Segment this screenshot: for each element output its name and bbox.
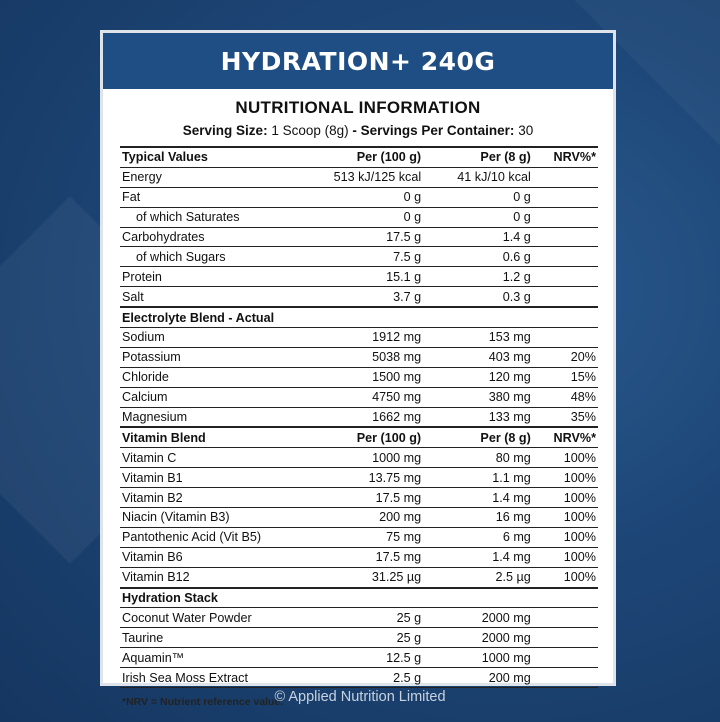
table-cell-c2: 1912 mg	[332, 328, 424, 348]
copyright-text: © Applied Nutrition Limited	[274, 689, 446, 705]
table-cell-c3: 6 mg	[423, 527, 533, 547]
table-cell-c3: 120 mg	[423, 367, 533, 387]
table-cell-c1: Vitamin B6	[120, 547, 332, 567]
table-cell-c3: Per (8 g)	[423, 427, 533, 447]
table-cell-c1: Sodium	[120, 328, 332, 348]
table-cell-c4: NRV%*	[533, 147, 598, 167]
table-cell-c2: 1500 mg	[332, 367, 424, 387]
table-cell-c4	[533, 227, 598, 247]
table-row	[120, 527, 598, 547]
table-cell-c3: 1.4 mg	[423, 488, 533, 508]
table-cell-c4	[533, 628, 598, 648]
table-row	[120, 567, 598, 587]
table-cell-c4: 100%	[533, 468, 598, 488]
table-cell-c1: Vitamin B12	[120, 567, 332, 587]
table-cell-c4	[533, 207, 598, 227]
table-row	[120, 648, 598, 668]
table-cell-c1: of which Saturates	[120, 207, 332, 227]
table-cell-c3: Per (8 g)	[423, 147, 533, 167]
table-cell-c2: 7.5 g	[332, 247, 424, 267]
table-cell-c3: 41 kJ/10 kcal	[423, 167, 533, 187]
table-cell-c3: 1.4 g	[423, 227, 533, 247]
table-cell-c1: Protein	[120, 267, 332, 287]
table-cell-c1: Electrolyte Blend - Actual	[120, 307, 332, 327]
table-row	[120, 547, 598, 567]
table-cell-c1: Potassium	[120, 347, 332, 367]
table-cell-c2: Per (100 g)	[332, 147, 424, 167]
table-cell-c2: 25 g	[332, 608, 424, 628]
table-cell-c1: Pantothenic Acid (Vit B5)	[120, 527, 332, 547]
table-cell-c4: 100%	[533, 508, 598, 528]
table-row	[120, 508, 598, 528]
table-cell-c1: Energy	[120, 167, 332, 187]
table-cell-c2: 31.25 µg	[332, 567, 424, 587]
table-cell-c4: 100%	[533, 527, 598, 547]
table-cell-c4: 20%	[533, 347, 598, 367]
table-row	[120, 387, 598, 407]
table-cell-c2: 25 g	[332, 628, 424, 648]
table-cell-c4	[533, 247, 598, 267]
table-cell-c2: 3.7 g	[332, 287, 424, 307]
table-cell-c3: 1.4 mg	[423, 547, 533, 567]
nrv-footnote: *NRV = Nutrient reference value.	[122, 696, 284, 709]
table-section-header	[120, 427, 598, 447]
table-cell-c1: Chloride	[120, 367, 332, 387]
table-cell-c2: 17.5 g	[332, 227, 424, 247]
table-cell-c2: 0 g	[332, 187, 424, 207]
table-row	[120, 227, 598, 247]
table-cell-c3: 2000 mg	[423, 628, 533, 648]
nutrition-heading: NUTRITIONAL INFORMATION	[235, 98, 481, 117]
table-cell-c1: Carbohydrates	[120, 227, 332, 247]
table-cell-c2: 13.75 mg	[332, 468, 424, 488]
table-section-header	[120, 147, 598, 167]
servings-per-container-value: 30	[518, 123, 534, 138]
table-cell-c3: 0.6 g	[423, 247, 533, 267]
table-cell-c4	[533, 287, 598, 307]
table-cell-c3: 133 mg	[423, 407, 533, 427]
table-cell-c2: 15.1 g	[332, 267, 424, 287]
table-cell-c3: 2000 mg	[423, 608, 533, 628]
table-cell-c2: Per (100 g)	[332, 427, 424, 447]
table-cell-c2: 17.5 mg	[332, 547, 424, 567]
table-row	[120, 668, 598, 688]
table-cell-c2	[332, 588, 424, 608]
table-cell-c2: 200 mg	[332, 508, 424, 528]
table-cell-c4	[533, 608, 598, 628]
table-cell-c1: Taurine	[120, 628, 332, 648]
table-cell-c3: 0 g	[423, 187, 533, 207]
table-cell-c2: 2.5 g	[332, 668, 424, 688]
table-cell-c3: 80 mg	[423, 448, 533, 468]
table-cell-c3: 2.5 µg	[423, 567, 533, 587]
table-cell-c4	[533, 328, 598, 348]
table-row	[120, 207, 598, 227]
table-cell-c4	[533, 307, 598, 327]
table-cell-c3: 1000 mg	[423, 648, 533, 668]
table-row	[120, 608, 598, 628]
table-cell-c3: 16 mg	[423, 508, 533, 528]
table-cell-c3: 200 mg	[423, 668, 533, 688]
table-cell-c2: 75 mg	[332, 527, 424, 547]
table-row	[120, 448, 598, 468]
table-cell-c1: Typical Values	[120, 147, 332, 167]
table-cell-c1: Magnesium	[120, 407, 332, 427]
table-cell-c3: 153 mg	[423, 328, 533, 348]
table-row	[120, 407, 598, 427]
table-section-header	[120, 588, 598, 608]
table-cell-c3: 403 mg	[423, 347, 533, 367]
table-cell-c4	[533, 187, 598, 207]
table-row	[120, 347, 598, 367]
table-row	[120, 328, 598, 348]
table-cell-c3: 0.3 g	[423, 287, 533, 307]
table-cell-c1: Vitamin B1	[120, 468, 332, 488]
table-row	[120, 468, 598, 488]
table-cell-c2: 17.5 mg	[332, 488, 424, 508]
table-cell-c1: of which Sugars	[120, 247, 332, 267]
table-row	[120, 628, 598, 648]
table-cell-c1: Hydration Stack	[120, 588, 332, 608]
table-cell-c4: 100%	[533, 567, 598, 587]
table-cell-c2: 1000 mg	[332, 448, 424, 468]
table-cell-c2: 513 kJ/125 kcal	[332, 167, 424, 187]
table-cell-c4	[533, 648, 598, 668]
table-cell-c1: Niacin (Vitamin B3)	[120, 508, 332, 528]
table-cell-c2	[332, 307, 424, 327]
table-cell-c1: Vitamin C	[120, 448, 332, 468]
table-row	[120, 488, 598, 508]
table-row	[120, 247, 598, 267]
table-cell-c3: 1.1 mg	[423, 468, 533, 488]
table-cell-c2: 4750 mg	[332, 387, 424, 407]
table-cell-c3: 1.2 g	[423, 267, 533, 287]
table-cell-c4: 35%	[533, 407, 598, 427]
table-section-header	[120, 307, 598, 327]
table-row	[120, 287, 598, 307]
serving-info	[103, 123, 613, 138]
table-cell-c4	[533, 167, 598, 187]
table-cell-c3	[423, 307, 533, 327]
table-cell-c4: 100%	[533, 547, 598, 567]
table-cell-c1: Vitamin Blend	[120, 427, 332, 447]
serving-size-value: 1 Scoop (8g)	[271, 123, 349, 138]
table-cell-c3	[423, 588, 533, 608]
table-cell-c1: Vitamin B2	[120, 488, 332, 508]
table-cell-c3: 0 g	[423, 207, 533, 227]
nutrition-table	[120, 146, 598, 688]
table-cell-c4: 48%	[533, 387, 598, 407]
table-cell-c4: 100%	[533, 448, 598, 468]
product-title: HYDRATION+ 240G	[103, 33, 613, 89]
serving-size-label: Serving Size:	[182, 123, 268, 138]
servings-per-container-label: Servings Per Container:	[360, 123, 515, 138]
table-row	[120, 367, 598, 387]
serving-separator: -	[348, 123, 361, 138]
table-cell-c1: Fat	[120, 187, 332, 207]
table-cell-c1: Irish Sea Moss Extract	[120, 668, 332, 688]
table-cell-c1: Coconut Water Powder	[120, 608, 332, 628]
table-cell-c3: 380 mg	[423, 387, 533, 407]
table-cell-c4	[533, 588, 598, 608]
table-row	[120, 267, 598, 287]
table-cell-c4	[533, 267, 598, 287]
table-cell-c4: 100%	[533, 488, 598, 508]
table-cell-c4	[533, 668, 598, 688]
table-cell-c4: NRV%*	[533, 427, 598, 447]
table-cell-c2: 0 g	[332, 207, 424, 227]
table-row	[120, 167, 598, 187]
table-cell-c2: 12.5 g	[332, 648, 424, 668]
table-cell-c1: Aquamin™	[120, 648, 332, 668]
table-cell-c2: 1662 mg	[332, 407, 424, 427]
table-row	[120, 187, 598, 207]
table-cell-c2: 5038 mg	[332, 347, 424, 367]
table-cell-c1: Salt	[120, 287, 332, 307]
table-cell-c4: 15%	[533, 367, 598, 387]
table-cell-c1: Calcium	[120, 387, 332, 407]
